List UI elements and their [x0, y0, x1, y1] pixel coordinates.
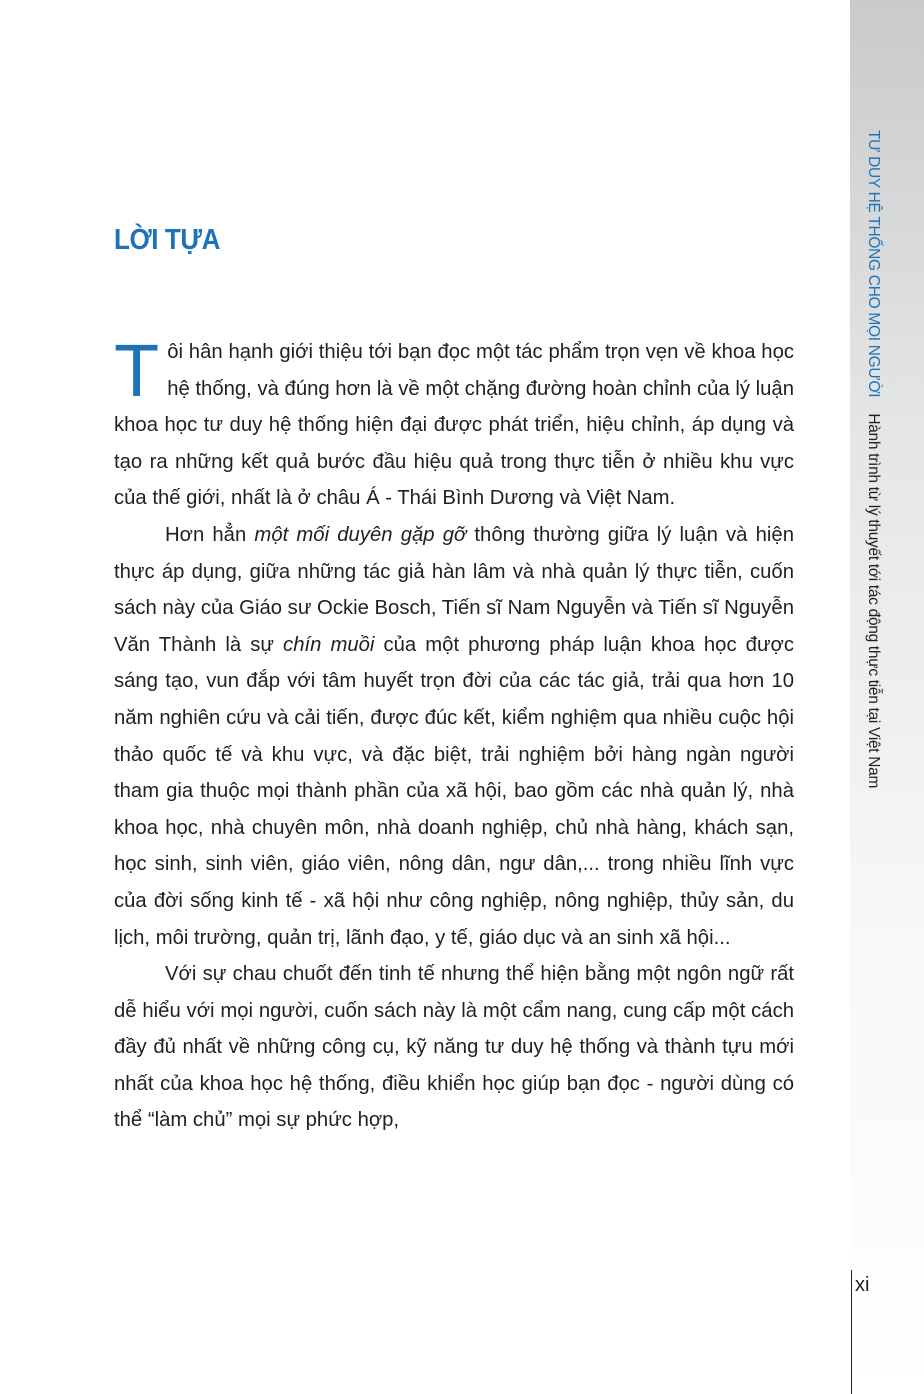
body-text [114, 329, 794, 1139]
running-header [862, 130, 884, 788]
paragraph-2-emphasis-a: một mối duyên gặp gỡ [254, 523, 467, 546]
running-header-subtitle: Hành trình từ lý thuyết tới tác động thực tiễn tại Việt Nam [865, 413, 882, 789]
page-number: xi [855, 1274, 870, 1296]
paragraph-3-text: Với sự chau chuốt đến tinh tế nhưng thể hiện bằng một ngôn ngữ rất dễ hiểu với mọi người, cuốn sách này là một cẩm nang, cung cấp một cách đầy đủ nhất về những công cụ, kỹ năng tư duy hệ thống và thành tựu mới nhất của khoa học hệ thống, điều khiển học giúp bạn đọc - người dùng có thể “làm chủ” mọi sự phức hợp, [114, 963, 794, 1132]
paragraph-1 [114, 329, 794, 517]
running-header-separator [873, 397, 874, 409]
paragraph-2-emphasis-b: chín muồi [283, 633, 375, 656]
folio-divider [851, 1270, 852, 1394]
paragraph-2 [114, 517, 794, 956]
paragraph-3 [114, 956, 794, 1139]
paragraph-2-text-a: Hơn hẳn [165, 523, 255, 546]
paragraph-1-text: ôi hân hạnh giới thiệu tới bạn đọc một tác phẩm trọn vẹn về khoa học hệ thống, và đúng hơn là về một chặng đường hoàn chỉnh của lý luận khoa học tư duy hệ thống hiện đại được phát triển, hiệu chỉnh, áp dụng và tạo ra những kết quả bước đầu hiệu quả trong thực tiễn ở nhiều khu vực của thế giới, nhất là ở châu Á - Thái Bình Dương và Việt Nam. [114, 341, 794, 510]
paragraph-2-text-c: của một phương pháp luận khoa học được sáng tạo, vun đắp với tâm huyết trọn đời của các tác giả, trải qua hơn 10 năm nghiên cứu và cải tiến, được đúc kết, kiểm nghiệm qua nhiều cuộc hội thảo quốc tế và khu vực, và đặc biệt, trải nghiệm bởi hàng ngàn người tham gia thuộc mọi thành phần của xã hội, bao gồm các nhà quản lý, nhà khoa học, nhà chuyên môn, nhà doanh nghiệp, chủ nhà hàng, khách sạn, học sinh, sinh viên, giáo viên, nông dân, ngư dân,... trong nhiều lĩnh vực của đời sống kinh tế - xã hội như công nghiệp, nông nghiệp, thủy sản, du lịch, môi trường, quản trị, lãnh đạo, y tế, giáo dục và an sinh xã hội... [114, 633, 794, 949]
paragraph-2-text-b: thông thường giữa lý luận và hiện thực áp dụng, giữa những tác giả hàn lâm và nhà quản lý thực tiễn, cuốn sách này của Giáo sư Ockie Bosch, Tiến sĩ Nam Nguyễn và Tiến sĩ Nguyễn Văn Thành là sự [114, 523, 794, 656]
running-header-book-title: TƯ DUY HỆ THỐNG CHO MỌI NGƯỜI [865, 130, 882, 398]
drop-cap: T [114, 329, 160, 412]
page-title: LỜI TỰA [114, 224, 221, 256]
